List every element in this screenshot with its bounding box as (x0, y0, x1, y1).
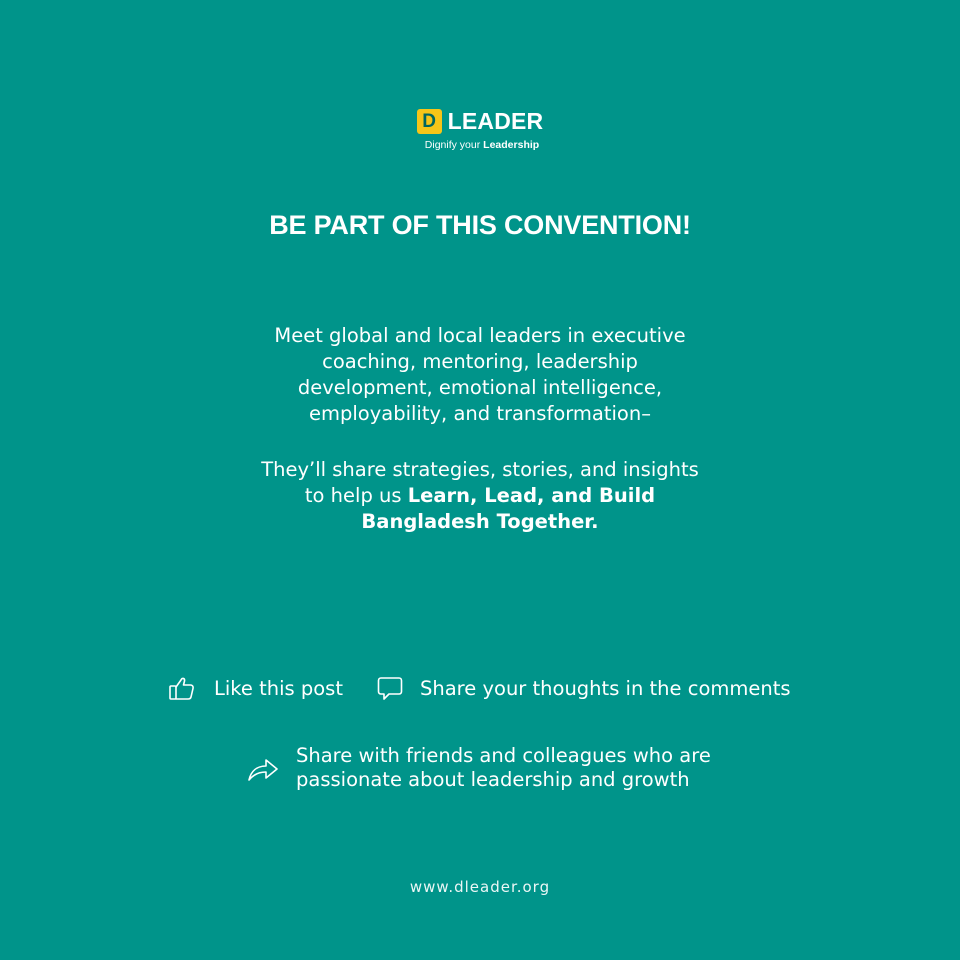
share-action (246, 744, 711, 792)
intro-line: Meet global and local leaders in executive (274, 324, 686, 347)
closing-bold: Learn, Lead, and Build (407, 484, 656, 507)
intro-paragraph (200, 323, 760, 427)
website-link[interactable]: www.dleader.org (409, 878, 551, 896)
logo-wordmark: LEADER (447, 108, 544, 134)
like-action (168, 674, 343, 702)
comment-action (376, 674, 791, 702)
tagline-bold: Leadership (483, 139, 540, 151)
comment-label: Share your thoughts in the comments (420, 676, 791, 700)
closing-line: They’ll share strategies, stories, and insights (261, 458, 699, 481)
speech-bubble-icon (376, 674, 404, 702)
closing-paragraph (200, 457, 760, 535)
closing-line-2 (200, 483, 760, 509)
closing-bold-2: Bangladesh Together. (361, 510, 599, 533)
intro-line: development, emotional intelligence, (297, 376, 663, 399)
share-arrow-icon (246, 753, 280, 783)
intro-line: coaching, mentoring, leadership (322, 350, 638, 373)
share-line: passionate about leadership and growth (296, 768, 690, 791)
page-headline: BE PART OF THIS CONVENTION! (269, 210, 691, 240)
share-text (296, 744, 711, 792)
tagline-prefix: Dignify your (424, 139, 481, 151)
like-label: Like this post (214, 676, 343, 700)
closing-line-3 (200, 509, 760, 535)
logo-mark: D (417, 109, 442, 134)
share-line: Share with friends and colleagues who are (296, 744, 711, 767)
intro-line: employability, and transformation– (309, 402, 651, 425)
logo-tagline (4, 139, 960, 151)
brand-logo (0, 108, 960, 151)
closing-plain: to help us (304, 484, 408, 507)
thumbs-up-icon (168, 674, 196, 702)
